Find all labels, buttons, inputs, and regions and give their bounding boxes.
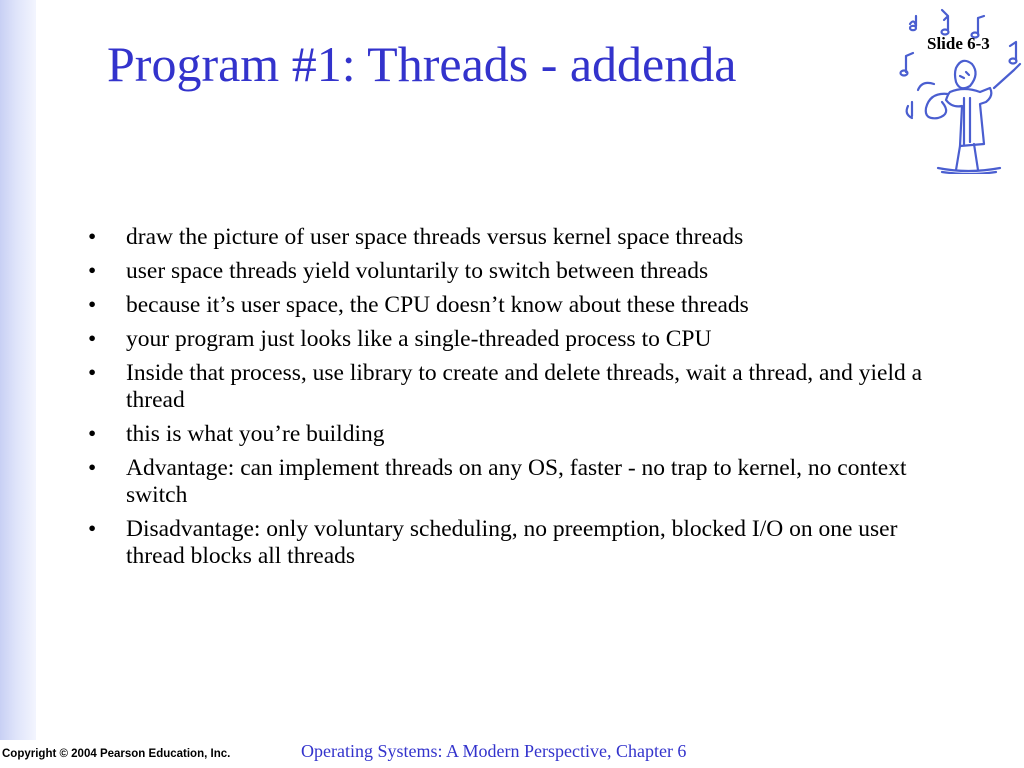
list-item: [88, 326, 948, 353]
list-item: [88, 258, 948, 285]
bullet-marker: •: [88, 516, 97, 542]
bullet-text: this is what you’re building: [126, 421, 385, 447]
copyright-notice: Copyright © 2004 Pearson Education, Inc.: [2, 748, 231, 760]
list-item: [88, 455, 948, 509]
footer-book-title: Operating Systems: A Modern Perspective, Chapter 6: [301, 741, 687, 761]
conductor-with-music-notes-icon: [898, 6, 1024, 174]
list-item: [88, 516, 948, 570]
bullet-text: your program just looks like a single-threaded process to CPU: [126, 326, 712, 352]
bullet-marker: •: [88, 326, 97, 352]
list-item: [88, 292, 948, 319]
bullet-text: Advantage: can implement threads on any OS, faster - no trap to kernel, no context switch: [126, 455, 907, 508]
bullet-marker: •: [88, 258, 97, 284]
bullet-marker: •: [88, 224, 97, 250]
list-item: [88, 224, 948, 251]
bullet-list: [88, 224, 948, 577]
list-item: [88, 360, 948, 414]
bullet-text: Inside that process, use library to create and delete threads, wait a thread, and yield a thread: [126, 360, 923, 413]
bullet-text: user space threads yield voluntarily to switch between threads: [126, 258, 709, 284]
bullet-text: because it’s user space, the CPU doesn’t know about these threads: [126, 292, 749, 318]
slide-number: Slide 6-3: [927, 34, 990, 53]
bullet-marker: •: [88, 455, 97, 481]
list-item: [88, 421, 948, 448]
bullet-text: draw the picture of user space threads versus kernel space threads: [126, 224, 744, 250]
bullet-marker: •: [88, 360, 97, 386]
bullet-marker: •: [88, 421, 97, 447]
left-accent-bar: [0, 0, 36, 740]
bullet-text: Disadvantage: only voluntary scheduling, no preemption, blocked I/O on one user thread blocks all threads: [126, 516, 898, 569]
slide-title: Program #1: Threads - addenda: [107, 36, 737, 92]
bullet-marker: •: [88, 292, 97, 318]
